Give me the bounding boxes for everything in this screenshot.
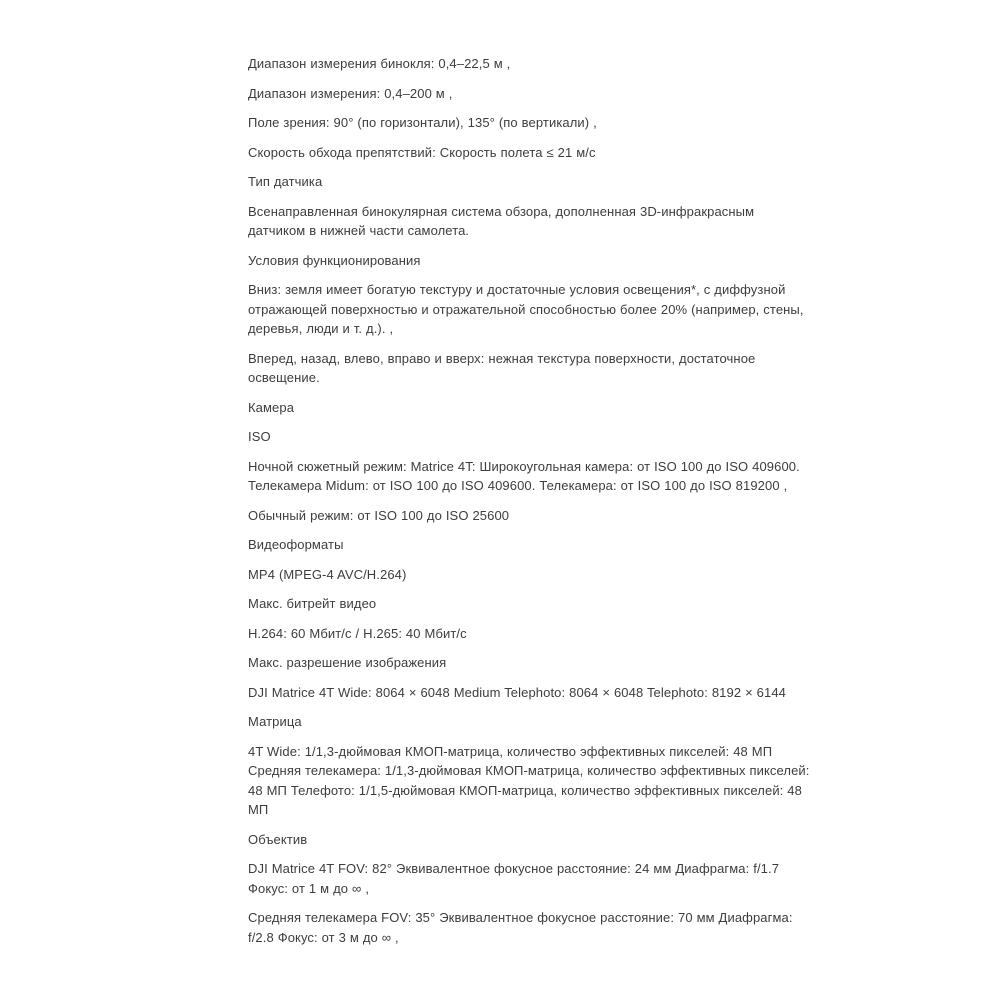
- spec-paragraph: Скорость обхода препятствий: Скорость полета ≤ 21 м/с: [248, 144, 596, 160]
- spec-paragraph: Обычный режим: от ISO 100 до ISO 25600: [248, 507, 510, 523]
- spec-paragraph: Диапазон измерения: 0,4–200 м ,: [248, 85, 453, 101]
- spec-paragraph: Ночной сюжетный режим: Matrice 4T: Широкоугольная камера: от ISO 100 до ISO 409600. Телекамера Midum: от ISO 100 до ISO 409600. Телекамера: от ISO 100 до ISO 819200 ,: [248, 458, 800, 493]
- spec-paragraph: Поле зрения: 90° (по горизонтали), 135° (по вертикали) ,: [248, 115, 597, 130]
- spec-paragraph: DJI Matrice 4T FOV: 82° Эквивалентное фокусное расстояние: 24 мм Диафрагма: f/1.7 Фокус: от 1 м до ∞ ,: [248, 861, 780, 896]
- spec-paragraph: Макс. разрешение изображения: [248, 655, 447, 670]
- spec-paragraph: MP4 (MPEG-4 AVC/H.264): [248, 566, 407, 582]
- spec-paragraph: Вниз: земля имеет богатую текстуру и достаточные условия освещения*, с диффузной отражающей поверхностью и отражательной способностью более 20% (например, стены, деревья, люди и т. д.). ,: [248, 282, 804, 336]
- spec-paragraph: Видеоформаты: [248, 537, 344, 552]
- spec-paragraph: H.264: 60 Мбит/с / H.265: 40 Мбит/с: [248, 625, 467, 641]
- spec-paragraph: Макс. битрейт видео: [248, 596, 377, 611]
- spec-paragraph: Вперед, назад, влево, вправо и вверх: нежная текстура поверхности, достаточное освещение.: [248, 350, 756, 385]
- spec-paragraph: Средняя телекамера FOV: 35° Эквивалентное фокусное расстояние: 70 мм Диафрагма: f/2.8 Фокус: от 3 м до ∞ ,: [248, 910, 793, 945]
- spec-paragraph: Диапазон измерения бинокля: 0,4–22,5 м ,: [248, 56, 511, 71]
- spec-paragraph: Камера: [248, 399, 295, 415]
- spec-paragraph: Матрица: [248, 714, 302, 729]
- spec-paragraph: ISO: [248, 429, 271, 444]
- spec-paragraph: 4T Wide: 1/1,3-дюймовая КМОП-матрица, количество эффективных пикселей: 48 МП Средняя телекамера: 1/1,3-дюймовая КМОП-матрица, количество эффективных пикселей: 48 МП Телефото: 1/1,5-дюймовая КМОП-матрица, количество эффективных пикселей: 48 МП: [248, 743, 810, 817]
- spec-paragraph: Условия функционирования: [248, 252, 421, 268]
- spec-paragraph: DJI Matrice 4T Wide: 8064 × 6048 Medium Telephoto: 8064 × 6048 Telephoto: 8192 × 6144: [248, 684, 787, 700]
- spec-paragraph: Объектив: [248, 831, 308, 847]
- spec-paragraph: Всенаправленная бинокулярная система обзора, дополненная 3D-инфракрасным датчиком в нижней части самолета.: [248, 203, 755, 238]
- spec-paragraph: Тип датчика: [248, 174, 323, 189]
- spec-text-block: [248, 54, 814, 957]
